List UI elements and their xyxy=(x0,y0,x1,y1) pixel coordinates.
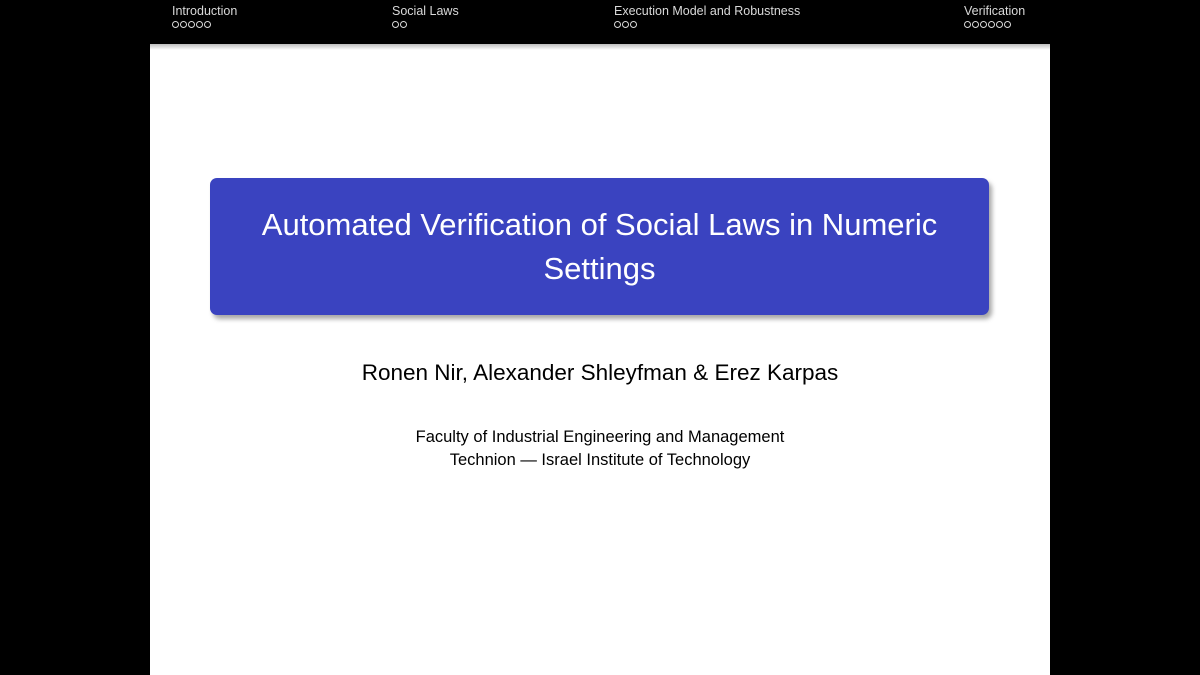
nav-frame-dot[interactable] xyxy=(964,21,971,28)
nav-bar-shadow xyxy=(150,44,1050,50)
nav-section-label: Social Laws xyxy=(392,4,459,18)
nav-frame-dot[interactable] xyxy=(392,21,399,28)
nav-frame-dot[interactable] xyxy=(614,21,621,28)
nav-section-dots xyxy=(392,21,459,28)
authors: Ronen Nir, Alexander Shleyfman & Erez Karpas xyxy=(361,360,839,385)
nav-section-dots xyxy=(614,21,800,28)
nav-section-label: Execution Model and Robustness xyxy=(614,4,801,18)
nav-frame-dot[interactable] xyxy=(1004,21,1011,28)
nav-section-verification[interactable] xyxy=(964,4,1025,28)
nav-section-execution-model[interactable] xyxy=(614,4,800,28)
nav-frame-dot[interactable] xyxy=(400,21,407,28)
affiliation-institute: Technion — Israel Institute of Technology xyxy=(449,451,751,469)
nav-frame-dot[interactable] xyxy=(996,21,1003,28)
section-navigation-bar xyxy=(150,0,1050,44)
affiliation-faculty: Faculty of Industrial Engineering and Management xyxy=(415,428,785,446)
nav-section-introduction[interactable] xyxy=(172,4,237,28)
title-box xyxy=(210,178,989,315)
nav-section-dots xyxy=(172,21,237,28)
nav-frame-dot[interactable] xyxy=(972,21,979,28)
nav-frame-dot[interactable] xyxy=(196,21,203,28)
nav-frame-dot[interactable] xyxy=(980,21,987,28)
slide xyxy=(150,0,1050,675)
nav-frame-dot[interactable] xyxy=(188,21,195,28)
nav-frame-dot[interactable] xyxy=(630,21,637,28)
nav-section-label: Verification xyxy=(964,4,1026,18)
nav-section-social-laws[interactable] xyxy=(392,4,459,28)
affiliation xyxy=(150,426,1050,472)
nav-section-label: Introduction xyxy=(172,4,238,18)
nav-frame-dot[interactable] xyxy=(180,21,187,28)
nav-frame-dot[interactable] xyxy=(204,21,211,28)
nav-frame-dot[interactable] xyxy=(172,21,179,28)
nav-section-dots xyxy=(964,21,1025,28)
presentation-title: Automated Verification of Social Laws in Numeric Settings xyxy=(261,206,938,286)
nav-frame-dot[interactable] xyxy=(988,21,995,28)
nav-frame-dot[interactable] xyxy=(622,21,629,28)
